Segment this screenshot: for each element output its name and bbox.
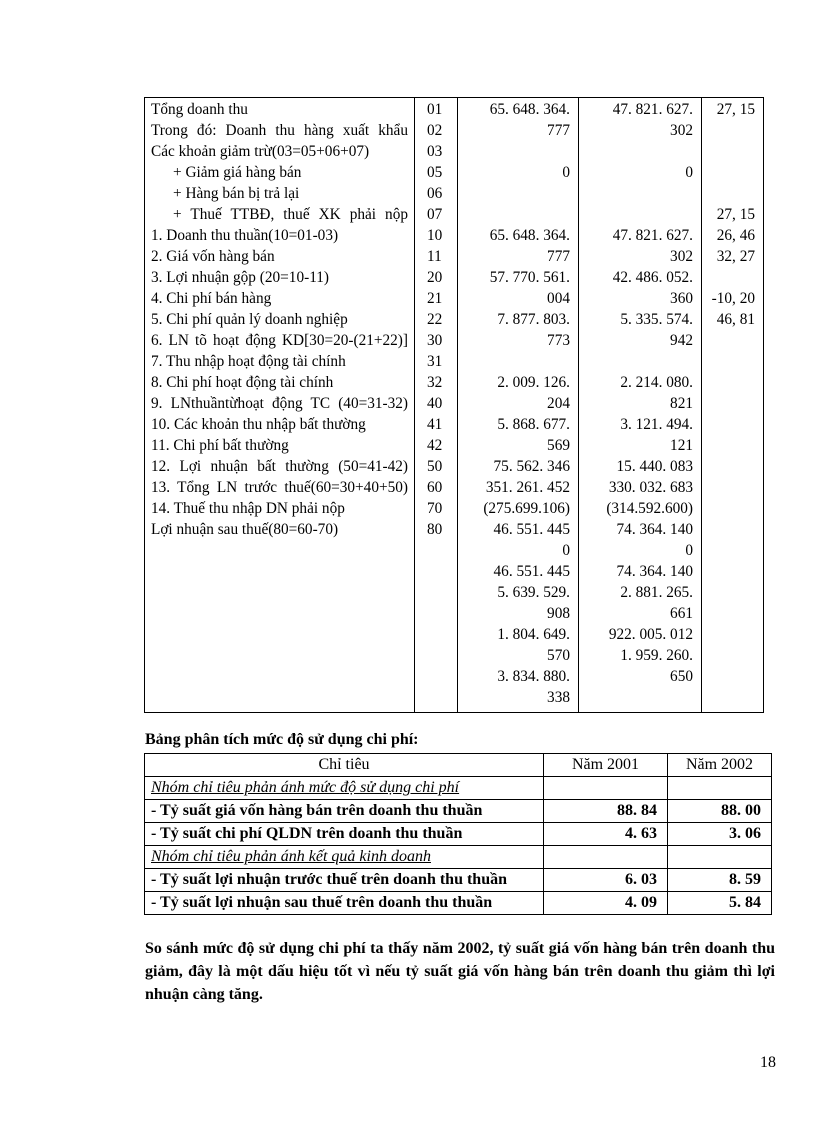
value-2001: 773 bbox=[547, 332, 570, 349]
header-indicator: Chỉ tiêu bbox=[145, 754, 544, 777]
value-2001: 0 bbox=[562, 164, 570, 181]
item-label: 2. Giá vốn hàng bán bbox=[151, 248, 275, 265]
table-row bbox=[145, 800, 772, 823]
item-label: 10. Các khoản thu nhập bất thường bbox=[151, 416, 366, 433]
item-label: 7. Thu nhập hoạt động tài chính bbox=[151, 353, 346, 370]
value-2002: 330. 032. 683 bbox=[608, 479, 693, 496]
item-label: Lợi nhuận sau thuế(80=60-70) bbox=[151, 521, 339, 538]
code-value: 30 bbox=[427, 332, 443, 349]
value-2002: (314.592.600) bbox=[606, 500, 693, 517]
percent-value: 26, 46 bbox=[716, 227, 755, 244]
percent-column bbox=[702, 98, 764, 713]
percent-value: 27, 15 bbox=[716, 101, 755, 118]
table-row bbox=[145, 892, 772, 915]
item-label: + Hàng bán bị trả lại bbox=[173, 185, 300, 202]
value-2001: 004 bbox=[547, 290, 570, 307]
item-label: 9. LNthuầntừhoạt động TC (40=31-32) bbox=[151, 395, 408, 412]
value-2001: 908 bbox=[547, 605, 570, 622]
value-2002: 5. 84 bbox=[668, 892, 772, 915]
value-2001: 5. 639. 529. bbox=[497, 584, 570, 601]
year-2002-column bbox=[579, 98, 702, 713]
code-value: 42 bbox=[427, 437, 443, 454]
value-2002: 42. 486. 052. bbox=[612, 269, 693, 286]
percent-value: 46, 81 bbox=[716, 311, 755, 328]
code-value: 11 bbox=[427, 248, 442, 265]
value-2001: 338 bbox=[547, 689, 570, 706]
code-column bbox=[415, 98, 458, 713]
row-label: - Tỷ suất giá vốn hàng bán trên doanh thu thuần bbox=[145, 800, 544, 823]
code-value: 70 bbox=[427, 500, 443, 517]
value-2001: 6. 03 bbox=[544, 869, 668, 892]
group-label: Nhóm chỉ tiêu phản ánh kết quả kinh doanh bbox=[145, 846, 544, 869]
code-value: 80 bbox=[427, 521, 443, 538]
code-value: 02 bbox=[427, 122, 443, 139]
code-value: 50 bbox=[427, 458, 443, 475]
code-value: 41 bbox=[427, 416, 443, 433]
row-label: - Tỷ suất lợi nhuận sau thuế trên doanh thu thuần bbox=[145, 892, 544, 915]
code-value: 01 bbox=[427, 101, 443, 118]
table-row bbox=[145, 869, 772, 892]
code-value: 06 bbox=[427, 185, 443, 202]
item-label: 12. Lợi nhuận bất thường (50=41-42) bbox=[151, 458, 408, 475]
value-2002: 922. 005. 012 bbox=[608, 626, 693, 643]
item-label: 3. Lợi nhuận gộp (20=10-11) bbox=[151, 269, 330, 286]
item-label: 13. Tổng LN trước thuế(60=30+40+50) bbox=[151, 479, 408, 496]
item-label: 1. Doanh thu thuần(10=01-03) bbox=[151, 227, 339, 244]
value-2002: 360 bbox=[670, 290, 693, 307]
value-2001: 777 bbox=[547, 248, 570, 265]
group-row bbox=[145, 846, 772, 869]
item-label: 4. Chi phí bán hàng bbox=[151, 290, 272, 307]
code-value: 20 bbox=[427, 269, 443, 286]
value-2002: 5. 335. 574. bbox=[620, 311, 693, 328]
value-2002: 2. 214. 080. bbox=[620, 374, 693, 391]
value-2002: 8. 59 bbox=[668, 869, 772, 892]
item-label: 6. LN tõ hoạt động KD[30=20-(21+22)] bbox=[151, 332, 408, 349]
value-2002: 15. 440. 083 bbox=[616, 458, 693, 475]
value-2002: 3. 06 bbox=[668, 823, 772, 846]
value-2001: 570 bbox=[547, 647, 570, 664]
value-2001: 3. 834. 880. bbox=[497, 668, 570, 685]
row-label: - Tỷ suất lợi nhuận trước thuế trên doanh thu thuần bbox=[145, 869, 544, 892]
value-2001: 46. 551. 445 bbox=[493, 521, 570, 538]
code-value: 03 bbox=[427, 143, 443, 160]
value-2001: 88. 84 bbox=[544, 800, 668, 823]
page-number: 18 bbox=[760, 1054, 776, 1071]
code-value: 40 bbox=[427, 395, 443, 412]
item-label: 11. Chi phí bất thường bbox=[151, 437, 289, 454]
value-2001: 4. 09 bbox=[544, 892, 668, 915]
value-2002: 302 bbox=[670, 248, 693, 265]
code-value: 21 bbox=[427, 290, 443, 307]
value-2001: 7. 877. 803. bbox=[497, 311, 570, 328]
value-2001: 75. 562. 346 bbox=[493, 458, 570, 475]
value-2001: 0 bbox=[562, 542, 570, 559]
value-2001: 569 bbox=[547, 437, 570, 454]
percent-value: 32, 27 bbox=[716, 248, 755, 265]
year-2001-column bbox=[458, 98, 579, 713]
value-2002: 650 bbox=[670, 668, 693, 685]
item-label: Trong đó: Doanh thu hàng xuất khẩu bbox=[151, 122, 408, 139]
group-label: Nhóm chỉ tiêu phản ánh mức độ sử dụng chi phí bbox=[145, 777, 544, 800]
percent-value: 27, 15 bbox=[716, 206, 755, 223]
header-row bbox=[145, 754, 772, 777]
value-2002: 3. 121. 494. bbox=[620, 416, 693, 433]
item-label: + Giảm giá hàng bán bbox=[173, 164, 302, 181]
group-row bbox=[145, 777, 772, 800]
code-value: 31 bbox=[427, 353, 443, 370]
table-row bbox=[145, 823, 772, 846]
value-2002: 1. 959. 260. bbox=[620, 647, 693, 664]
item-label: 8. Chi phí hoạt động tài chính bbox=[151, 374, 334, 391]
income-statement-table bbox=[144, 97, 764, 713]
code-value: 60 bbox=[427, 479, 443, 496]
value-2001: 65. 648. 364. bbox=[489, 101, 570, 118]
value-2002: 88. 00 bbox=[668, 800, 772, 823]
item-label: + Thuế TTBĐ, thuế XK phải nộp bbox=[173, 206, 408, 223]
item-column bbox=[145, 98, 415, 713]
header-year-2002: Năm 2002 bbox=[668, 754, 772, 777]
item-label: 14. Thuế thu nhập DN phải nộp bbox=[151, 500, 345, 517]
item-label: Tổng doanh thu bbox=[151, 101, 248, 118]
code-value: 32 bbox=[427, 374, 443, 391]
value-2002: 302 bbox=[670, 122, 693, 139]
analysis-paragraph: So sánh mức độ sử dụng chi phí ta thấy năm 2002, tỷ suất giá vốn hàng bán trên doanh thu giảm, đây là một dấu hiệu tốt vì nếu tỷ suất giá vốn hàng bán trên doanh thu giảm thì lợi nhuận càng tăng. bbox=[145, 940, 775, 1003]
value-2001: 4. 63 bbox=[544, 823, 668, 846]
value-2002: 74. 364. 140 bbox=[616, 521, 693, 538]
value-2002: 2. 881. 265. bbox=[620, 584, 693, 601]
value-2002: 821 bbox=[670, 395, 693, 412]
value-2001: 65. 648. 364. bbox=[489, 227, 570, 244]
code-value: 10 bbox=[427, 227, 443, 244]
value-2001: 777 bbox=[547, 122, 570, 139]
value-2001: 351. 261. 452 bbox=[485, 479, 570, 496]
value-2002: 661 bbox=[670, 605, 693, 622]
value-2002: 74. 364. 140 bbox=[616, 563, 693, 580]
code-value: 22 bbox=[427, 311, 443, 328]
value-2002: 0 bbox=[685, 542, 693, 559]
item-label: 5. Chi phí quản lý doanh nghiệp bbox=[151, 311, 348, 328]
value-2001: 5. 868. 677. bbox=[497, 416, 570, 433]
value-2001: 2. 009. 126. bbox=[497, 374, 570, 391]
item-label: Các khoản giảm trừ(03=05+06+07) bbox=[151, 143, 370, 160]
row-label: - Tỷ suất chi phí QLDN trên doanh thu thuần bbox=[145, 823, 544, 846]
cost-analysis-table bbox=[144, 753, 772, 915]
value-2002: 47. 821. 627. bbox=[612, 227, 693, 244]
value-2001: 46. 551. 445 bbox=[493, 563, 570, 580]
value-2001: 204 bbox=[547, 395, 570, 412]
value-2002: 47. 821. 627. bbox=[612, 101, 693, 118]
value-2002: 121 bbox=[670, 437, 693, 454]
value-2001: 1. 804. 649. bbox=[497, 626, 570, 643]
value-2002: 0 bbox=[685, 164, 693, 181]
percent-value: -10, 20 bbox=[711, 290, 755, 307]
value-2002: 942 bbox=[670, 332, 693, 349]
code-value: 07 bbox=[427, 206, 443, 223]
header-year-2001: Năm 2001 bbox=[544, 754, 668, 777]
code-value: 05 bbox=[427, 164, 443, 181]
value-2001: (275.699.106) bbox=[483, 500, 570, 517]
table-row bbox=[145, 98, 764, 713]
table-caption: Bảng phân tích mức độ sử dụng chi phí: bbox=[145, 731, 419, 748]
value-2001: 57. 770. 561. bbox=[489, 269, 570, 286]
